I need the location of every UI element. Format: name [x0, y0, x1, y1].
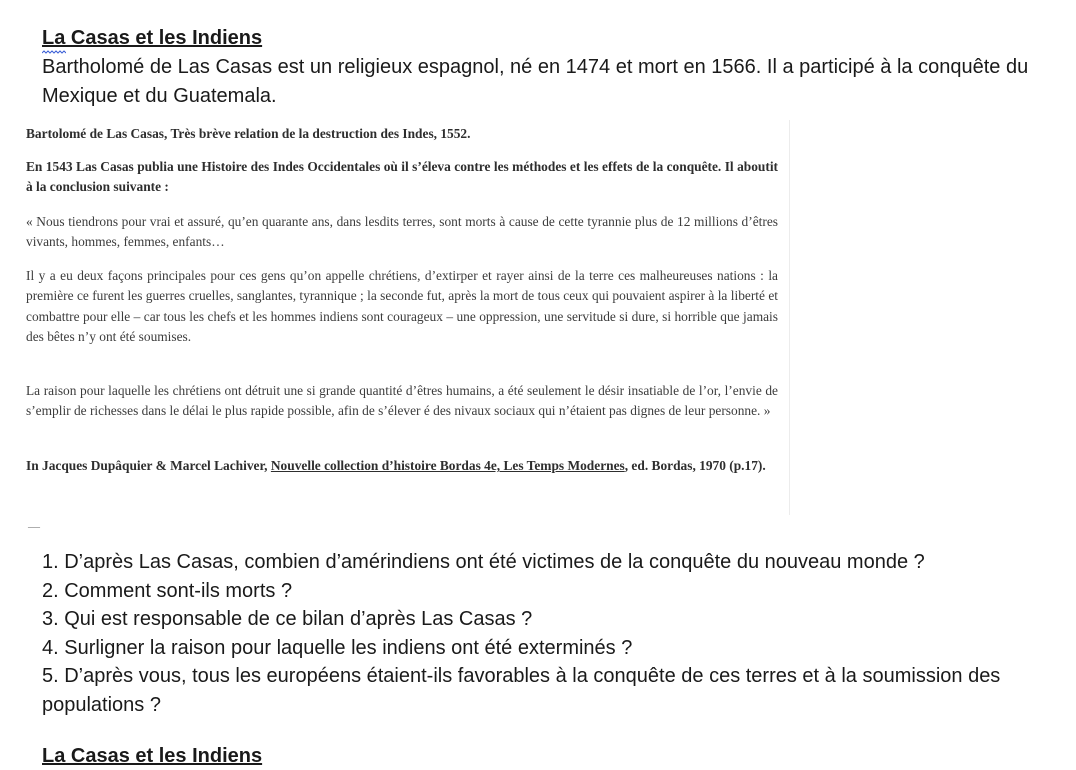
question-item: 3. Qui est responsable de ce bilan d’après Las Casas ?	[42, 608, 533, 630]
question-item: 2. Comment sont-ils morts ?	[42, 579, 293, 602]
next-section-heading: La Casas et les Indiens	[42, 745, 263, 767]
source-excerpt-image	[12, 120, 790, 515]
question-item: 5. D’après vous, tous les européens étaient-ils favorables à la conquête de ces terres et à la soumission des populations ?	[42, 665, 1001, 716]
document-title	[42, 24, 262, 52]
question-list	[42, 548, 1042, 719]
document-title-text: La Casas et les Indiens	[42, 27, 263, 49]
source-quote-paragraph: Il y a eu deux façons principales pour ces gens qu’on appelle chrétiens, d’extirper et rayer ainsi de la terre ces malheureuses nations : la première ce furent les guerres cruelles, sanglantes, tyrannique ; la seconde fut, après la mort de tous ceux qui pouvaient aspirer à la liberté et combattre pour elle – car tous les chefs et les hommes indiens sont courageux – une oppression, une servitude si dure, si horrible que jamais des bêtes n’y ont été soumises.	[26, 268, 778, 345]
source-reference-book: Nouvelle collection d’histoire Bordas 4e, Les Temps Modernes	[270, 458, 625, 473]
document-page	[42, 24, 1032, 111]
source-reference-prefix: In Jacques Dupâquier & Marcel Lachiver,	[26, 458, 271, 473]
source-quote-paragraph: « Nous tiendrons pour vrai et assuré, qu’en quarante ans, dans lesdits terres, sont morts à cause de cette tyrannie plus de 12 millions d’êtres vivants, hommes, femmes, enfants…	[26, 214, 778, 250]
source-context: En 1543 Las Casas publia une Histoire des Indes Occidentales où il s’éleva contre les méthodes et les effets de la conquête. Il aboutit à la conclusion suivante :	[26, 159, 778, 195]
question-item: 1. D’après Las Casas, combien d’amérindiens ont été victimes de la conquête du nouveau monde ?	[42, 551, 925, 573]
intro-paragraph: Bartholomé de Las Casas est un religieux espagnol, né en 1474 et mort en 1566. Il a participé à la conquête du Mexique et du Guatemala.	[42, 56, 1029, 107]
spellcheck-squiggle-icon	[42, 50, 66, 54]
source-quote-paragraph: La raison pour laquelle les chrétiens ont détruit une si grande quantité d’êtres humains, a été seulement le désir insatiable de l’or, l’envie de s’emplir de richesses dans le délai le plus rapide possible, afin de s’élever é des nivaux sociaux qui n’étaient pas dignes de leur personne. »	[26, 383, 778, 419]
source-reference	[26, 456, 778, 476]
source-reference-suffix: , ed. Bordas, 1970 (p.17).	[624, 458, 766, 473]
separator-dash: —	[28, 519, 40, 533]
source-heading: Bartolomé de Las Casas, Très brève relation de la destruction des Indes, 1552.	[26, 126, 471, 141]
question-item: 4. Surligner la raison pour laquelle les indiens ont été exterminés ?	[42, 636, 633, 659]
